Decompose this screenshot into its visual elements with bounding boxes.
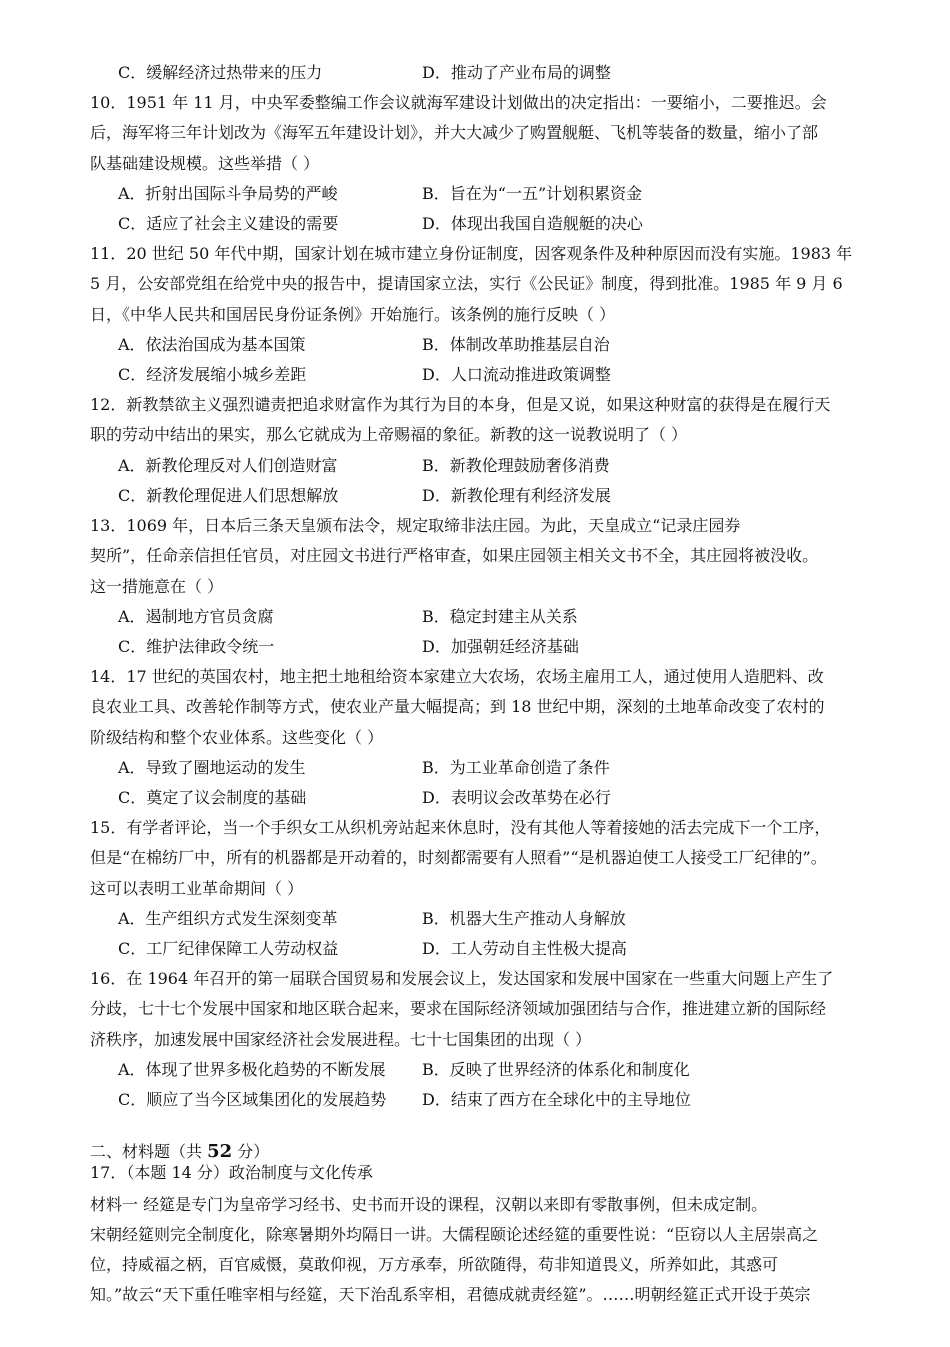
q12-stem-line-2: 职的劳动中结出的果实，那么它就成为上帝赐福的象征。新教的这一说教说明了（ ） xyxy=(90,425,688,444)
q16-option-c: C．顺应了当今区域集团化的发展趋势 xyxy=(118,1090,387,1109)
q14-stem-line-1: 14．17 世纪的英国农村，地主把土地租给资本家建立大农场，农场主雇用工人，通过使用人造肥料、改 xyxy=(90,667,824,686)
q14-stem-line-3: 阶级结构和整个农业体系。这些变化（ ） xyxy=(90,728,384,747)
q15-stem-line-1: 15．有学者评论，当一个手织女工从织机旁站起来休息时，没有其他人等着接她的活去完成下一个工序， xyxy=(90,818,831,837)
q12-option-d: D．新教伦理有利经济发展 xyxy=(422,486,611,505)
q16-option-d: D．结束了西方在全球化中的主导地位 xyxy=(422,1090,691,1109)
q13-stem-line-1: 13．1069 年，日本后三条天皇颁布法令，规定取缔非法庄园。为此，天皇成立“记录庄园券 xyxy=(90,516,741,535)
q13-option-c: C．维护法律政令统一 xyxy=(118,637,275,656)
q11-stem-line-3: 日，《中华人民共和国居民身份证条例》开始施行。该条例的施行反映（ ） xyxy=(90,305,616,324)
section-2-title-prefix: 二、材料题（共 xyxy=(90,1142,208,1161)
q14-option-d: D．表明议会改革势在必行 xyxy=(422,788,611,807)
q11-option-b: B．体制改革助推基层自治 xyxy=(422,335,610,354)
q11-option-c: C．经济发展缩小城乡差距 xyxy=(118,365,307,384)
q17-title: 17．（本题 14 分）政治制度与文化传承 xyxy=(90,1163,373,1182)
q16-stem-line-1: 16．在 1964 年召开的第一届联合国贸易和发展会议上，发达国家和发展中国家在一些重大问题上产生了 xyxy=(90,969,834,988)
q14-stem-line-2: 良农业工具、改善轮作制等方式，使农业产量大幅提高；到 18 世纪中期，深刻的土地革命改变了农村的 xyxy=(90,697,825,716)
section-2-title-suffix: 分） xyxy=(232,1142,270,1161)
section-2-score: 52 xyxy=(207,1141,233,1162)
q10-option-d: D．体现出我国自造舰艇的决心 xyxy=(422,214,643,233)
q16-stem-line-2: 分歧，七十七个发展中国家和地区联合起来，要求在国际经济领域加强团结与合作，推进建立新的国际经 xyxy=(90,999,827,1018)
q9-option-c: C．缓解经济过热带来的压力 xyxy=(118,63,323,82)
q14-option-c: C．奠定了议会制度的基础 xyxy=(118,788,307,807)
q17-material-line-1: 材料一 经筵是专门为皇帝学习经书、史书而开设的课程，汉朝以来即有零散事例，但未成定制。 xyxy=(90,1195,768,1214)
q9-option-d: D．推动了产业布局的调整 xyxy=(422,63,611,82)
q10-option-a: A．折射出国际斗争局势的严峻 xyxy=(118,184,338,203)
q13-option-a: A．遏制地方官员贪腐 xyxy=(118,607,274,626)
q15-option-d: D．工人劳动自主性极大提高 xyxy=(422,939,627,958)
q15-option-b: B．机器大生产推动人身解放 xyxy=(422,909,626,928)
q15-option-c: C．工厂纪律保障工人劳动权益 xyxy=(118,939,339,958)
section-2-title xyxy=(90,1141,269,1163)
q15-stem-line-3: 这可以表明工业革命期间（ ） xyxy=(90,879,304,898)
q10-stem-line-1: 10．1951 年 11 月，中央军委整编工作会议就海军建设计划做出的决定指出：一要缩小，二要推迟。会 xyxy=(90,93,827,112)
q11-option-a: A．依法治国成为基本国策 xyxy=(118,335,306,354)
q13-stem-line-3: 这一措施意在（ ） xyxy=(90,577,224,596)
q10-option-b: B．旨在为“一五”计划积累资金 xyxy=(422,184,643,203)
q17-material-line-3: 位，持威福之柄，百官威慑，莫敢仰视，万方承奉，所欲随得，苟非知道畏义，所养如此，其惑可 xyxy=(90,1255,779,1274)
q16-option-b: B．反映了世界经济的体系化和制度化 xyxy=(422,1060,690,1079)
q10-option-c: C．适应了社会主义建设的需要 xyxy=(118,214,339,233)
q11-stem-line-1: 11．20 世纪 50 年代中期，国家计划在城市建立身份证制度，因客观条件及种种原因而没有实施。1983 年 xyxy=(90,244,853,263)
q11-option-d: D．人口流动推进政策调整 xyxy=(422,365,611,384)
q10-stem-line-2: 后，海军将三年计划改为《海军五年建设计划》，并大大减少了购置舰艇、飞机等装备的数量，缩小了部 xyxy=(90,123,819,142)
q15-stem-line-2: 但是“在棉纺厂中，所有的机器都是开动着的，时刻都需要有人照看”“是机器迫使工人接受工厂纪律的”。 xyxy=(90,848,827,867)
q13-option-b: B．稳定封建主从关系 xyxy=(422,607,578,626)
q12-option-a: A．新教伦理反对人们创造财富 xyxy=(118,456,338,475)
q14-option-b: B．为工业革命创造了条件 xyxy=(422,758,610,777)
q13-option-d: D．加强朝廷经济基础 xyxy=(422,637,579,656)
q17-material-line-2: 宋朝经筵则完全制度化，除寒暑期外均隔日一讲。大儒程颐论述经筵的重要性说：“臣窃以人主居崇高之 xyxy=(90,1225,819,1244)
q16-option-a: A．体现了世界多极化趋势的不断发展 xyxy=(118,1060,386,1079)
q17-material-line-4: 知。”故云“天下重任唯宰相与经筵，天下治乱系宰相，君德成就责经筵”。……明朝经筵正式开设于英宗 xyxy=(90,1285,811,1304)
q10-stem-line-3: 队基础建设规模。这些举措（ ） xyxy=(90,154,320,173)
q14-option-a: A．导致了圈地运动的发生 xyxy=(118,758,306,777)
q15-option-a: A．生产组织方式发生深刻变革 xyxy=(118,909,338,928)
q13-stem-line-2: 契所”，任命亲信担任官员，对庄园文书进行严格审查，如果庄园领主相关文书不全，其庄园将被没收。 xyxy=(90,546,819,565)
q12-stem-line-1: 12．新教禁欲主义强烈谴责把追求财富作为其行为目的本身，但是又说，如果这种财富的获得是在履行天 xyxy=(90,395,831,414)
q12-option-c: C．新教伦理促进人们思想解放 xyxy=(118,486,339,505)
q11-stem-line-2: 5 月，公安部党组在给党中央的报告中，提请国家立法，实行《公民证》制度，得到批准。1985 年 9 月 6 xyxy=(90,274,843,293)
q16-stem-line-3: 济秩序，加速发展中国家经济社会发展进程。七十七国集团的出现（ ） xyxy=(90,1030,592,1049)
q12-option-b: B．新教伦理鼓励奢侈消费 xyxy=(422,456,610,475)
